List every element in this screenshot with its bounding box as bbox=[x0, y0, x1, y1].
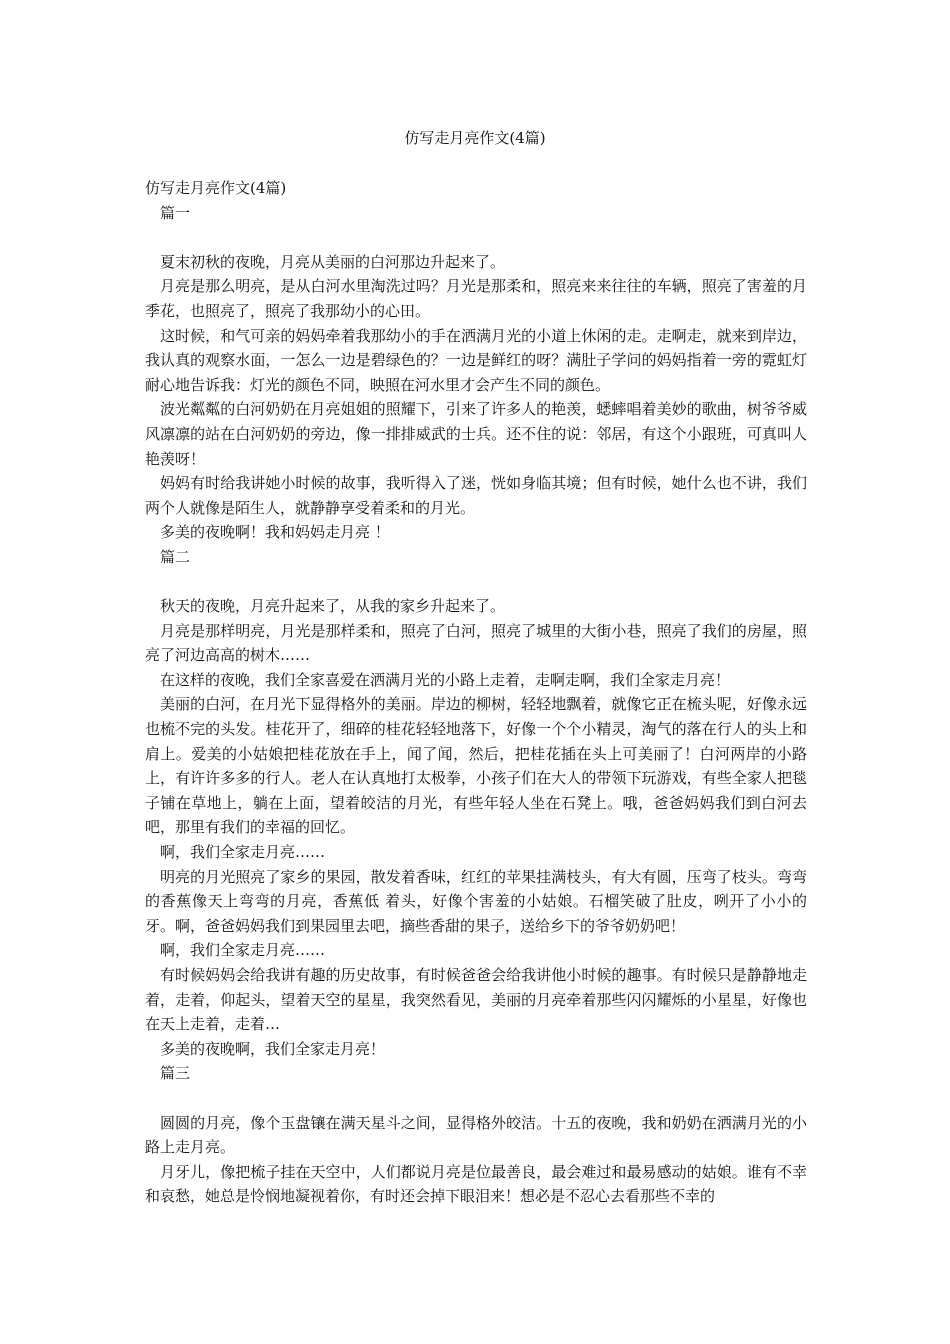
paragraph: 月亮是那么明亮，是从白河水里淘洗过吗？月光是那柔和，照亮来来往往的车辆，照亮了害羞的月季花，也照亮了，照亮了我那幼小的心田。 bbox=[145, 277, 807, 320]
blank-line bbox=[145, 1086, 807, 1111]
section-heading-1: 篇一 bbox=[160, 203, 191, 222]
paragraph: 波光粼粼的白河奶奶在月亮姐姐的照耀下，引来了许多人的艳羡，蟋蟀唱着美妙的歌曲，树爷爷威风凛凛的站在白河奶奶的旁边，像一排排威武的士兵。还不住的说：邻居，有这个小跟班，可真叫人艳羡呀！ bbox=[145, 400, 807, 468]
paragraph: 啊，我们全家走月亮…… bbox=[160, 843, 326, 862]
document-body bbox=[145, 176, 807, 1209]
paragraph: 月亮是那样明亮，月光是那样柔和，照亮了白河，照亮了城里的大街小巷，照亮了我们的房屋，照亮了河边高高的树木…… bbox=[145, 621, 807, 665]
paragraph: 多美的夜晚啊，我们全家走月亮！ bbox=[160, 1039, 386, 1058]
paragraph: 啊，我们全家走月亮…… bbox=[160, 941, 326, 960]
paragraph: 圆圆的月亮，像个玉盘镶在满天星斗之间，显得格外皎洁。十五的夜晚，我和奶奶在洒满月光的小路上走月亮。 bbox=[145, 1113, 807, 1157]
paragraph: 这时候，和气可亲的妈妈牵着我那幼小的手在洒满月光的小道上休闲的走。走啊走，就来到岸边，我认真的观察水面，一怎么一边是碧绿色的？一边是鲜红的呀？满肚子学问的妈妈指着一旁的霓虹灯耐心地告诉我：灯光的颜色不同，映照在河水里才会产生不同的颜色。 bbox=[145, 326, 807, 394]
paragraph: 秋天的夜晚，月亮升起来了，从我的家乡升起来了。 bbox=[160, 597, 506, 616]
paragraph: 有时候妈妈会给我讲有趣的历史故事，有时候爸爸会给我讲他小时候的趣事。有时候只是静静地走着，走着，仰起头，望着天空的星星，我突然看见，美丽的月亮牵着那些闪闪耀烁的小星星，好像也在天上走着，走着… bbox=[145, 966, 807, 1034]
section-heading-3: 篇三 bbox=[160, 1064, 191, 1083]
paragraph: 多美的夜晚啊！我和妈妈走月亮 ！ bbox=[160, 523, 390, 542]
paragraph: 夏末初秋的夜晚，月亮从美丽的白河那边升起来了。 bbox=[160, 252, 506, 271]
paragraph: 在这样的夜晚，我们全家喜爱在洒满月光的小路上走着，走啊走啊，我们全家走月亮！ bbox=[160, 670, 731, 689]
blank-line bbox=[145, 570, 807, 595]
paragraph: 月牙儿，像把梳子挂在天空中，人们都说月亮是位最善良，最会难过和最易感动的姑娘。谁有不幸和哀愁，她总是怜悯地凝视着你，有时还会掉下眼泪来！想必是不忍心去看那些不幸的 bbox=[145, 1162, 807, 1206]
paragraph: 妈妈有时给我讲她小时候的故事，我听得入了迷，恍如身临其境；但有时候，她什么也不讲，我们两个人就像是陌生人，就静静享受着柔和的月光。 bbox=[145, 474, 807, 517]
paragraph: 明亮的月光照亮了家乡的果园，散发着香味，红红的苹果挂满枝头，有大有圆，压弯了枝头。弯弯的香蕉像天上弯弯的月亮，香蕉低 着头，好像个害羞的小姑娘。石榴笑破了肚皮，咧开了小小的牙。啊，爸爸妈妈我们到果园里去吧，摘些香甜的果子，送给乡下的爷爷奶奶吧！ bbox=[145, 867, 807, 935]
document-subtitle: 仿写走月亮作文(4篇) bbox=[145, 179, 287, 197]
blank-line bbox=[145, 225, 807, 250]
section-heading-2: 篇二 bbox=[160, 547, 191, 566]
document-title: 仿写走月亮作文(4篇) bbox=[404, 129, 546, 147]
paragraph: 美丽的白河，在月光下显得格外的美丽。岸边的柳树，轻轻地飘着，就像它正在梳头呢，好像永远也梳不完的头发。桂花开了，细碎的桂花轻轻地落下，好像一个个小精灵，淘气的落在行人的头上和肩上。爱美的小姑娘把桂花放在手上，闻了闻，然后，把桂花插在头上可美丽了！白河两岸的小路上，有许许多多的行人。老人在认真地打太极拳，小孩子们在大人的带领下玩游戏，有些全家人把毯子铺在草地上，躺在上面，望着皎洁的月光，有些年轻人坐在石凳上。哦，爸爸妈妈我们到白河去吧，那里有我们的幸福的回忆。 bbox=[145, 695, 807, 837]
